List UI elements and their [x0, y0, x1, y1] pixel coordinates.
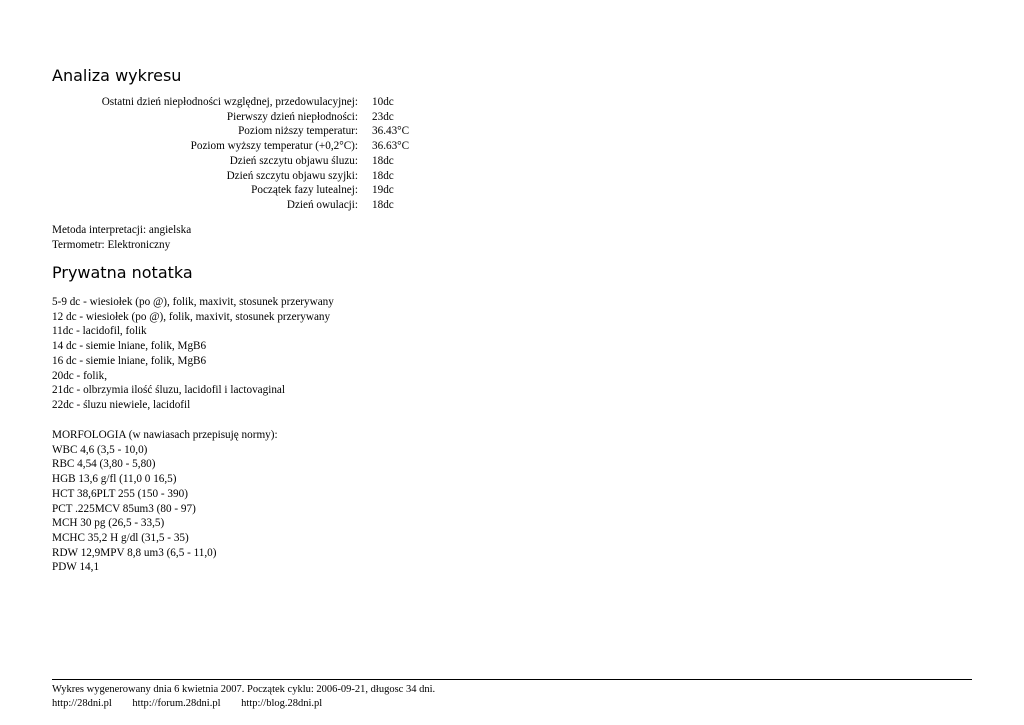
analysis-row [52, 154, 409, 169]
link-forum[interactable]: http://forum.28dni.pl [132, 698, 221, 709]
analysis-value: 36.63°C [372, 140, 410, 153]
analysis-row [52, 139, 409, 154]
note-line: 20dc - folik, [52, 369, 107, 382]
analysis-label: Dzień szczytu objawu szyjki: [226, 169, 358, 182]
analysis-value: 19dc [372, 184, 394, 197]
note-line: 12 dc - wiesiołek (po @), folik, maxivit, stosunek przerywany [52, 310, 331, 323]
note-lines [52, 295, 334, 413]
note-line: 14 dc - siemie lniane, folik, MgB6 [52, 340, 207, 353]
analysis-row [52, 198, 409, 213]
analysis-row [52, 95, 409, 110]
note-line: 21dc - olbrzymia ilość śluzu, lacidofil i lactovaginal [52, 384, 286, 397]
analysis-row [52, 169, 409, 184]
footer-links [52, 697, 340, 711]
morphology-lines [52, 428, 278, 575]
footer-divider [52, 679, 972, 680]
analysis-label: Ostatni dzień niepłodności względnej, przedowulacyjnej: [101, 96, 358, 108]
morphology-line: PDW 14,1 [52, 561, 100, 574]
analysis-value: 36.43°C [372, 125, 410, 138]
morphology-line: MCHC 35,2 H g/dl (31,5 - 35) [52, 531, 189, 544]
morphology-line: HCT 38,6PLT 255 (150 - 390) [52, 487, 188, 500]
analysis-label: Poziom wyższy temperatur (+0,2°C): [190, 140, 358, 153]
footer-generated-info: Wykres wygenerowany dnia 6 kwietnia 2007. Początek cyklu: 2006-09-21, długosc 34 dni. [52, 684, 436, 695]
method-info [52, 223, 191, 252]
morphology-line: HGB 13,6 g/fl (11,0 0 16,5) [52, 473, 177, 486]
morphology-line: RDW 12,9MPV 8,8 um3 (6,5 - 11,0) [52, 546, 217, 559]
interpretation-method: Metoda interpretacji: angielska [52, 224, 192, 236]
analysis-value: 18dc [372, 169, 394, 182]
note-line: 16 dc - siemie lniane, folik, MgB6 [52, 354, 207, 367]
analysis-title: Analiza wykresu [52, 66, 182, 85]
morphology-line: PCT .225MCV 85um3 (80 - 97) [52, 502, 196, 515]
analysis-label: Początek fazy lutealnej: [251, 184, 358, 197]
analysis-label: Pierwszy dzień niepłodności: [226, 110, 358, 123]
analysis-row [52, 183, 409, 198]
note-line: 11dc - lacidofil, folik [52, 325, 147, 338]
link-blog[interactable]: http://blog.28dni.pl [241, 698, 323, 709]
analysis-label: Dzień owulacji: [286, 198, 358, 211]
analysis-value: 18dc [372, 198, 394, 211]
link-28dni[interactable]: http://28dni.pl [52, 698, 112, 709]
morphology-line: MCH 30 pg (26,5 - 33,5) [52, 517, 165, 530]
analysis-value: 18dc [372, 154, 394, 167]
morphology-line: RBC 4,54 (3,80 - 5,80) [52, 458, 156, 471]
analysis-label: Poziom niższy temperatur: [238, 125, 358, 138]
analysis-table [52, 95, 409, 213]
thermometer-type: Termometr: Elektroniczny [52, 238, 171, 251]
note-line: 22dc - śluzu niewiele, lacidofil [52, 398, 191, 411]
analysis-row [52, 110, 409, 125]
note-title: Prywatna notatka [52, 263, 193, 282]
analysis-row [52, 124, 409, 139]
note-line: 5-9 dc - wiesiołek (po @), folik, maxivit, stosunek przerywany [52, 296, 334, 308]
analysis-value: 10dc [372, 96, 394, 108]
analysis-value: 23dc [372, 110, 394, 123]
morphology-line: MORFOLOGIA (w nawiasach przepisuję normy): [52, 429, 278, 441]
morphology-line: WBC 4,6 (3,5 - 10,0) [52, 443, 148, 456]
analysis-label: Dzień szczytu objawu śluzu: [229, 154, 358, 167]
